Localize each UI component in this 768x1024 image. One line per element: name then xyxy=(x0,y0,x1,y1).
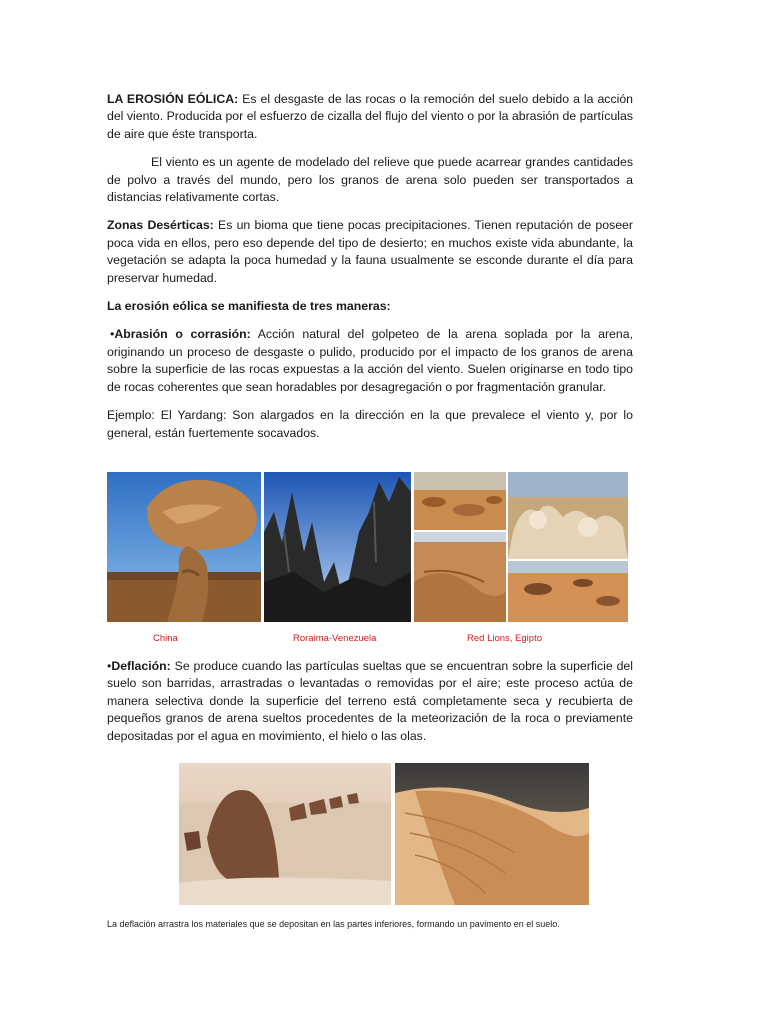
term-zonas-deserticas: Zonas Desérticas: xyxy=(107,218,214,233)
document-body xyxy=(107,91,633,442)
photo-sand-dunes xyxy=(395,763,589,905)
paragraph-yardang: Ejemplo: El Yardang: Son alargados en la dirección en la que prevalece el viento y, por lo general, están fuertemente socavados. xyxy=(107,408,633,440)
term-erosion-eolica: LA EROSIÓN EÓLICA: xyxy=(107,92,239,106)
photo-china-rock xyxy=(107,472,261,622)
paragraph-viento: El viento es un agente de modelado del relieve que puede acarrear grandes cantidades de polvo a través del mundo, pero los granos de arena solo pueden ser transportados a distancias relativamente cortas. xyxy=(107,155,633,205)
heading-tres-maneras: La erosión eólica se manifiesta de tres maneras: xyxy=(107,299,391,314)
paragraph-deflacion: •Deflación: Se produce cuando las partículas sueltas que se encuentran sobre la superficie del suelo son barridas, arrastradas o levantadas o removidas por el aire; este proceso actúa de manera selectiva donde la superficie del terreno está completamente seca y recubierta de pequeños granos de arena sueltos procedentes de la meteorización de la roca o previamente depositadas por el agua en movimiento, el hielo o las olas. xyxy=(107,659,633,743)
bullet: • xyxy=(110,327,115,342)
bullet: • xyxy=(107,659,112,673)
photo-egypt-2 xyxy=(508,472,628,559)
caption-roraima: Roraima-Venezuela xyxy=(293,633,377,644)
paragraph-zonas-deserticas: Zonas Desérticas: Es un bioma que tiene pocas precipitaciones. Tienen reputación de poseer poca vida en ellos, pero eso depende del tipo de desierto; en muchos existe vida abundante, la vegetación se adapta la poca humedad y la fauna usualmente se esconde durante el día para preservar humedad. xyxy=(107,218,633,285)
caption-china: China xyxy=(153,633,178,644)
caption-red-lions: Red Lions, Egipto xyxy=(467,633,542,644)
document-body-2 xyxy=(107,658,633,745)
photo-egypt-1 xyxy=(414,472,506,530)
term-deflacion: Deflación: xyxy=(111,659,171,673)
photo-egypt-3 xyxy=(414,532,506,622)
photo-deflation-rocks xyxy=(179,763,391,905)
photo-egypt-4 xyxy=(508,561,628,622)
caption-deflation: La deflación arrastra los materiales que se depositan en las partes inferiores, formando un pavimento en el suelo. xyxy=(107,919,560,929)
photo-roraima xyxy=(264,472,411,622)
paragraph-erosion-eolica: LA EROSIÓN EÓLICA: Es el desgaste de las rocas o la remoción del suelo debido a la acción del viento. Producida por el esfuerzo de cizalla del flujo del viento o por la abrasión de partículas de aire que éste transporta. xyxy=(107,92,634,141)
term-abrasion: Abrasión o corrasión: xyxy=(114,327,251,342)
paragraph-abrasion: •Abrasión o corrasión: Acción natural del golpeteo de la arena soplada por la arena, originando un proceso de desgaste o pulido, producido por el impacto de los granos de arena sobre la superficie de las rocas expuestas a la acción del viento. Suelen originarse en todo tipo de rocas coherentes que sean horadables por desagregación o por fragmentación granular. xyxy=(107,327,633,394)
